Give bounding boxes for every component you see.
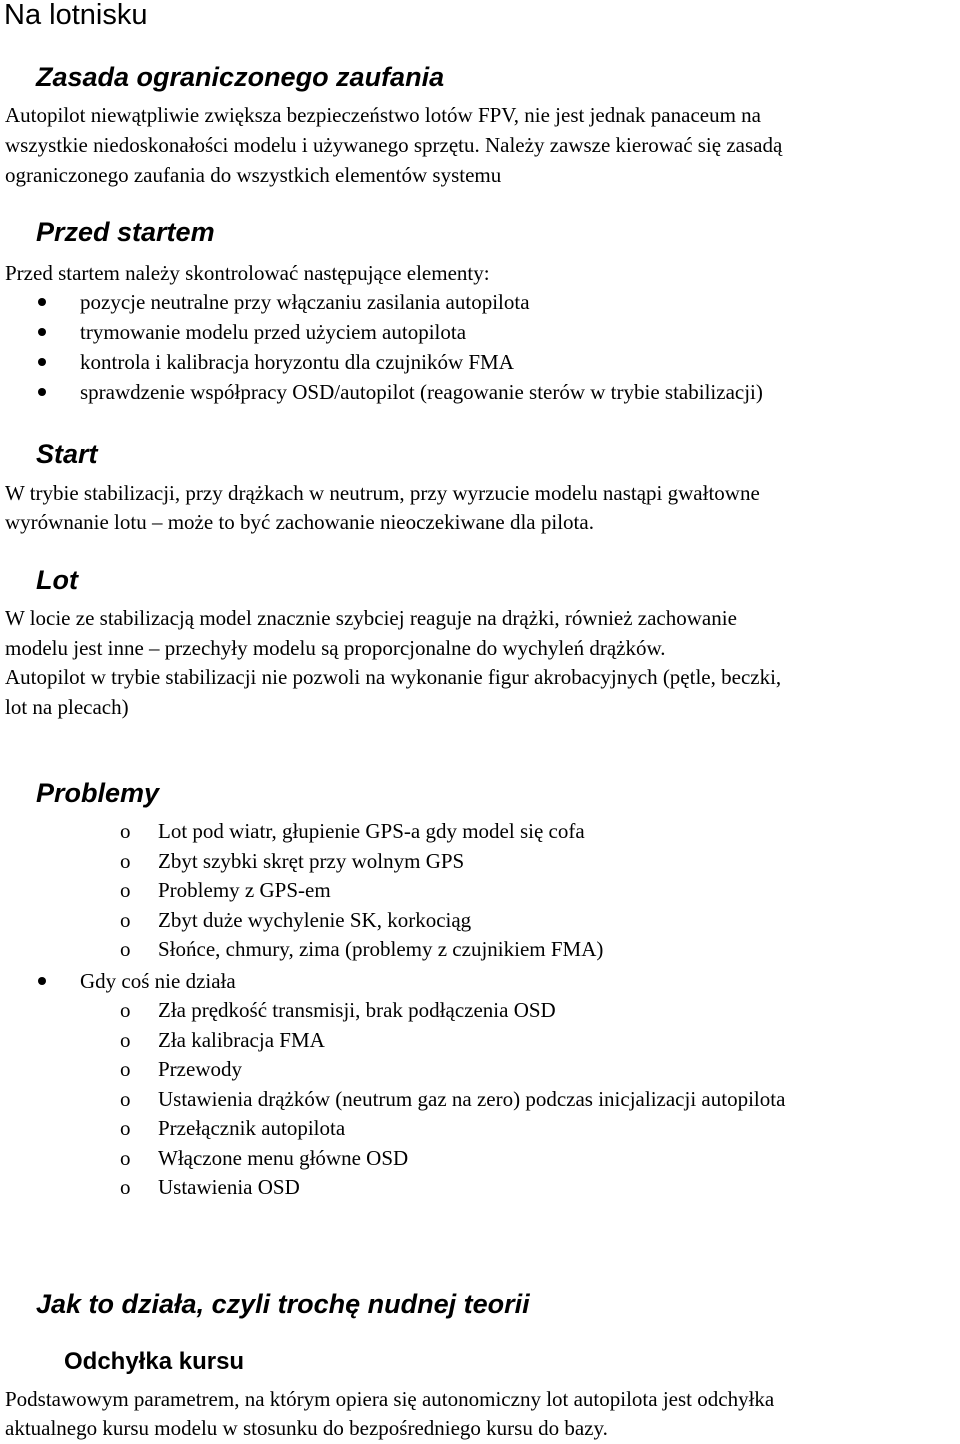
sub-list-item: Ustawienia OSD (158, 1175, 300, 1199)
sub-bullet-icon: o (120, 819, 131, 843)
paragraph-line: Przed startem należy skontrolować następujące elementy: (5, 261, 490, 285)
paragraph-line: modelu jest inne – przechyły modelu są proporcjonalne do wychyleń drążków. (5, 636, 666, 660)
sub-bullet-icon: o (120, 1116, 131, 1140)
sub-list-item: Słońce, chmury, zima (problemy z czujnikiem FMA) (158, 937, 604, 961)
list-item: sprawdzenie współpracy OSD/autopilot (reagowanie sterów w trybie stabilizacji) (80, 380, 763, 404)
sub-list-item: Przewody (158, 1057, 242, 1081)
sub-bullet-icon: o (120, 849, 131, 873)
bullet-icon (38, 328, 46, 336)
heading-przed-startem: Przed startem (36, 217, 215, 247)
heading-problemy: Problemy (36, 778, 160, 808)
sub-list-item: Zbyt szybki skręt przy wolnym GPS (158, 849, 465, 873)
heading-zasada: Zasada ograniczonego zaufania (36, 62, 445, 92)
subheading-odchylka-kursu: Odchyłka kursu (64, 1348, 245, 1375)
heading-start: Start (36, 439, 98, 469)
paragraph-line: W trybie stabilizacji, przy drążkach w neutrum, przy wyrzucie modelu nastąpi gwałtowne (5, 481, 760, 505)
paragraph-line: lot na plecach) (5, 695, 129, 719)
heading-lot: Lot (36, 565, 78, 595)
bullet-icon (38, 298, 46, 306)
sub-bullet-icon: o (120, 1146, 131, 1170)
sub-list-item: Przełącznik autopilota (158, 1116, 346, 1140)
sub-bullet-icon: o (120, 908, 131, 932)
sub-bullet-icon: o (120, 937, 131, 961)
sub-list-item: Zła prędkość transmisji, brak podłączenia OSD (158, 998, 556, 1022)
paragraph-line: Autopilot niewątpliwie zwiększa bezpieczeństwo lotów FPV, nie jest jednak panaceum na (5, 103, 761, 127)
paragraph-line: Podstawowym parametrem, na którym opiera się autonomiczny lot autopilota jest odchyłka (5, 1387, 775, 1411)
paragraph-line: aktualnego kursu modelu w stosunku do bezpośredniego kursu do bazy. (5, 1416, 608, 1440)
heading-teoria: Jak to działa, czyli trochę nudnej teorii (36, 1289, 530, 1319)
paragraph-line: Autopilot w trybie stabilizacji nie pozwoli na wykonanie figur akrobacyjnych (pętle, beczki, (5, 665, 782, 689)
sub-list-item: Włączone menu główne OSD (158, 1146, 409, 1170)
sub-list-item: Problemy z GPS-em (158, 878, 331, 902)
bullet-icon (38, 358, 46, 366)
sub-list-item: Zła kalibracja FMA (158, 1028, 325, 1052)
sub-list-item: Zbyt duże wychylenie SK, korkociąg (158, 908, 472, 932)
sub-bullet-icon: o (120, 1175, 131, 1199)
sub-bullet-icon: o (120, 1087, 131, 1111)
paragraph-line: wyrównanie lotu – może to być zachowanie nieoczekiwane dla pilota. (5, 510, 594, 534)
sub-bullet-icon: o (120, 1028, 131, 1052)
paragraph-line: ograniczonego zaufania do wszystkich elementów systemu (5, 163, 502, 187)
list-item: Gdy coś nie działa (80, 969, 236, 993)
bullet-icon (38, 977, 46, 985)
paragraph-line: wszystkie niedoskonałości modelu i używanego sprzętu. Należy zawsze kierować się zasadą (5, 133, 783, 157)
page-title: Na lotnisku (4, 0, 148, 31)
sub-list-item: Lot pod wiatr, głupienie GPS-a gdy model się cofa (158, 819, 585, 843)
list-item: pozycje neutralne przy włączaniu zasilania autopilota (80, 290, 530, 314)
sub-bullet-icon: o (120, 878, 131, 902)
list-item: kontrola i kalibracja horyzontu dla czujników FMA (80, 350, 514, 374)
list-item: trymowanie modelu przed użyciem autopilota (80, 320, 467, 344)
bullet-icon (38, 388, 46, 396)
sub-bullet-icon: o (120, 998, 131, 1022)
sub-list-item: Ustawienia drążków (neutrum gaz na zero) podczas inicjalizacji autopilota (158, 1087, 786, 1111)
sub-bullet-icon: o (120, 1057, 131, 1081)
paragraph-line: W locie ze stabilizacją model znacznie szybciej reaguje na drążki, również zachowanie (5, 606, 737, 630)
